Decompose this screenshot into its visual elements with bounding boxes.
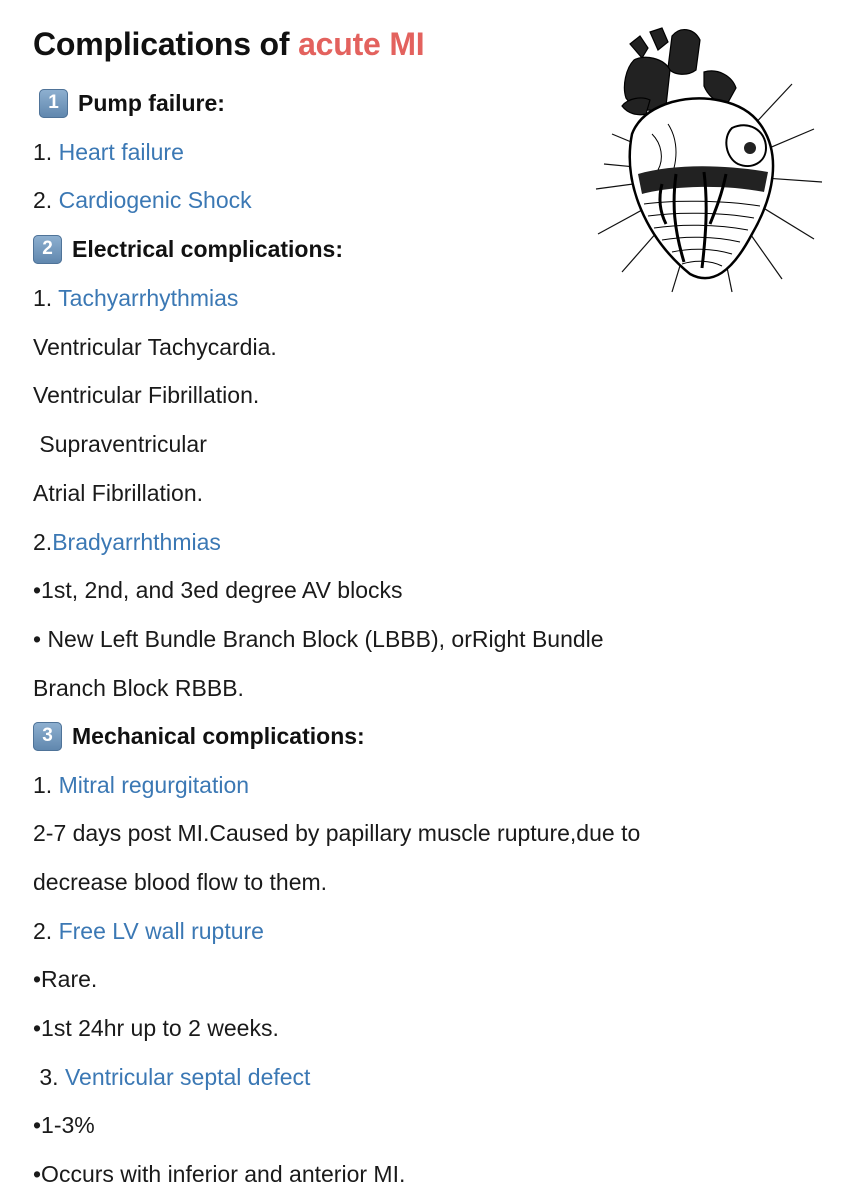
item-link-ventricular-septal-defect: Ventricular septal defect <box>64 1064 311 1090</box>
item-number: 2. <box>33 918 59 944</box>
text-line: 2-7 days post MI.Caused by papillary muscle rupture,due to <box>33 820 641 846</box>
item-number: 3. <box>33 1064 65 1090</box>
text-line: decrease blood flow to them. <box>33 869 328 895</box>
page-title <box>33 26 425 63</box>
text-line: Branch Block RBBB. <box>33 675 244 701</box>
keycap-number-icon: 2 <box>33 235 62 264</box>
keycap-number-icon: 1 <box>39 89 68 118</box>
text-line: •1st 24hr up to 2 weeks. <box>33 1015 279 1041</box>
item-number: 2. <box>33 187 59 213</box>
text-line: Supraventricular <box>33 431 207 457</box>
section-heading-label: Pump failure: <box>78 90 225 116</box>
title-accent: acute MI <box>298 26 425 62</box>
list-item <box>33 527 221 557</box>
section-heading-label: Mechanical complications: <box>72 723 365 749</box>
list-item <box>33 283 238 313</box>
item-number: 1. <box>33 285 59 311</box>
list-item <box>33 185 252 215</box>
anatomical-heart-icon <box>592 24 824 296</box>
section-heading-pump-failure <box>39 88 225 118</box>
item-number: 1. <box>33 772 59 798</box>
text-line: •1st, 2nd, and 3ed degree AV blocks <box>33 577 403 603</box>
item-number: 1. <box>33 139 59 165</box>
item-link-mitral-regurgitation: Mitral regurgitation <box>58 772 250 798</box>
list-item <box>33 1062 310 1092</box>
item-link-free-lv-wall-rupture: Free LV wall rupture <box>58 918 264 944</box>
item-link-cardiogenic-shock: Cardiogenic Shock <box>58 187 252 213</box>
keycap-number-icon: 3 <box>33 722 62 751</box>
section-heading-mechanical <box>33 721 365 751</box>
section-heading-label: Electrical complications: <box>72 236 343 262</box>
text-line: • New Left Bundle Branch Block (LBBB), orRight Bundle <box>33 626 604 652</box>
text-line: Ventricular Fibrillation. <box>33 382 260 408</box>
section-heading-electrical <box>33 234 343 264</box>
list-item <box>33 770 249 800</box>
text-line: •Occurs with inferior and anterior MI. <box>33 1161 406 1187</box>
list-item <box>33 137 184 167</box>
text-line: Atrial Fibrillation. <box>33 480 203 506</box>
item-link-bradyarrhythmias: Bradyarrhthmias <box>52 529 221 555</box>
item-number: 2. <box>33 529 53 555</box>
list-item <box>33 916 264 946</box>
title-prefix: Complications of <box>33 26 299 62</box>
text-line: •Rare. <box>33 966 98 992</box>
item-link-tachyarrhythmias: Tachyarrhythmias <box>58 285 239 311</box>
text-line: Ventricular Tachycardia. <box>33 334 277 360</box>
text-line: •1-3% <box>33 1112 95 1138</box>
item-link-heart-failure: Heart failure <box>58 139 184 165</box>
